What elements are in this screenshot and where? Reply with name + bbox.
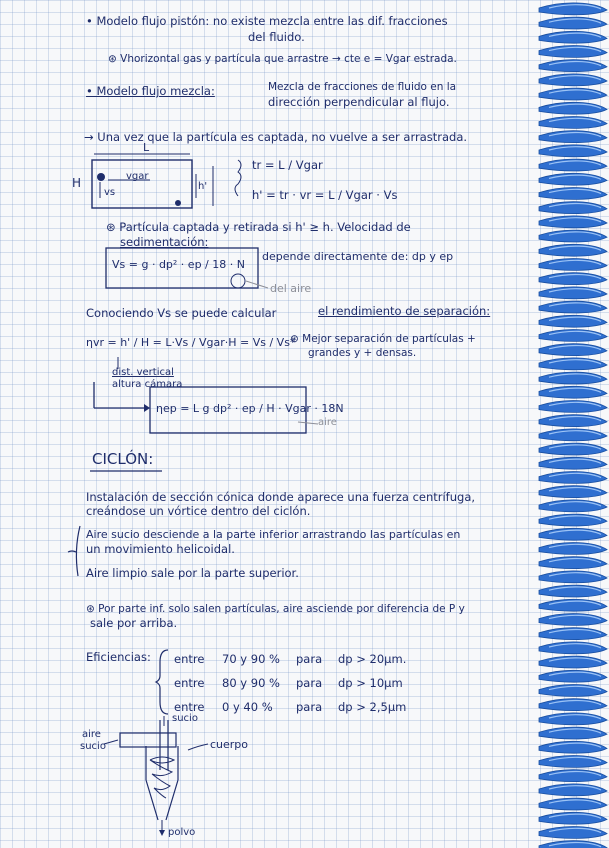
text-vhorizontal: ⊛ Vhorizontal gas y partícula que arrastre → cte e = Vgar estrada. [108, 53, 457, 65]
eff-row-2-c: para [296, 676, 323, 690]
eff-row-3-d: dp > 2,5μm [338, 700, 407, 714]
text-rendimiento: el rendimiento de separación: [318, 304, 491, 318]
heading-ciclon: CICLÓN: [92, 450, 154, 468]
diagram-label-L: L [143, 141, 150, 154]
label-cuerpo: cuerpo [210, 738, 249, 751]
diagram-label-vs: vs [104, 187, 116, 198]
eff-row-3-b: 0 y 40 % [222, 700, 273, 714]
text-modelo-piston: • Modelo flujo pistón: no existe mezcla entre las dif. fracciones [86, 14, 448, 28]
text-sedimentacion: sedimentación: [120, 235, 209, 249]
text-modelo-piston-cont: del fluido. [248, 30, 305, 44]
text-aire-sucio: Aire sucio desciende a la parte inferior arrastrando las partículas en [86, 528, 461, 541]
text-sale-arriba: sale por arriba. [90, 616, 178, 630]
text-grandes-densas: grandes y + densas. [308, 347, 417, 359]
text-altura-camara: altura cámara [112, 379, 183, 390]
eff-row-2-a: entre [174, 676, 205, 690]
text-dist-vertical: dist. vertical [112, 367, 174, 378]
eff-row-3-c: para [296, 700, 323, 714]
text-una-vez: → Una vez que la partícula es captada, no vuelve a ser arrastrada. [84, 130, 468, 144]
text-mejor-separacion: ⊛ Mejor separación de partículas + [290, 333, 476, 345]
eq-eta-ep: ηep = L g dp² · ep / H · Vgar · 18N [156, 402, 344, 415]
text-conociendo: Conociendo Vs se puede calcular [86, 306, 277, 320]
eq-tr: tr = L / Vgar [252, 158, 323, 172]
diagram-label-hp: h' [198, 181, 208, 192]
text-vortice: creándose un vórtice dentro del ciclón. [86, 504, 311, 518]
eff-row-2-b: 80 y 90 % [222, 676, 280, 690]
eff-row-3-a: entre [174, 700, 205, 714]
text-instalacion: Instalación de sección cónica donde aparece una fuerza centrífuga, [86, 490, 476, 504]
text-aire-limpio: Aire limpio sale por la parte superior. [86, 566, 299, 580]
eq-vs: Vs = g · dp² · ep / 18 · N [112, 258, 245, 271]
text-particula-captada: ⊛ Partícula captada y retirada si h' ≥ h. Velocidad de [106, 220, 411, 234]
eq-eta-vr: ηvr = h' / H = L·Vs / Vgar·H = Vs / Vs* [86, 336, 296, 349]
text-mezcla-def: Mezcla de fracciones de fluido en la [268, 81, 457, 93]
text-vs-depende: depende directamente de: dp y ep [262, 250, 454, 263]
text-helicoidal: un movimiento helicoidal. [86, 542, 235, 556]
eff-row-1-a: entre [174, 652, 205, 666]
diagram-label-H: H [72, 176, 82, 190]
text-modelo-mezcla: • Modelo flujo mezcla: [86, 84, 215, 98]
eff-row-1-c: para [296, 652, 323, 666]
eff-row-1-b: 70 y 90 % [222, 652, 280, 666]
text-eficiencias: Eficiencias: [86, 650, 151, 664]
eff-row-2-d: dp > 10μm [338, 676, 403, 690]
eff-row-1-d: dp > 20μm. [338, 652, 407, 666]
text-parte-inf: ⊛ Por parte inf. solo salen partículas, aire asciende por diferencia de P y [86, 603, 465, 615]
label-polvo: polvo [168, 827, 196, 838]
label-aire-sucio-2: sucio [80, 741, 106, 752]
text-del-aire: del aire [270, 282, 312, 295]
label-aire-sucio-1: aire [82, 729, 101, 740]
text-mezcla-def-cont: dirección perpendicular al flujo. [268, 95, 450, 109]
eq-h-prime: h' = tr · vr = L / Vgar · Vs [252, 188, 398, 202]
diagram-label-vgar: vgar [126, 171, 149, 182]
text-aire-note: aire [318, 417, 337, 428]
label-sucio-top: sucio [172, 713, 198, 724]
